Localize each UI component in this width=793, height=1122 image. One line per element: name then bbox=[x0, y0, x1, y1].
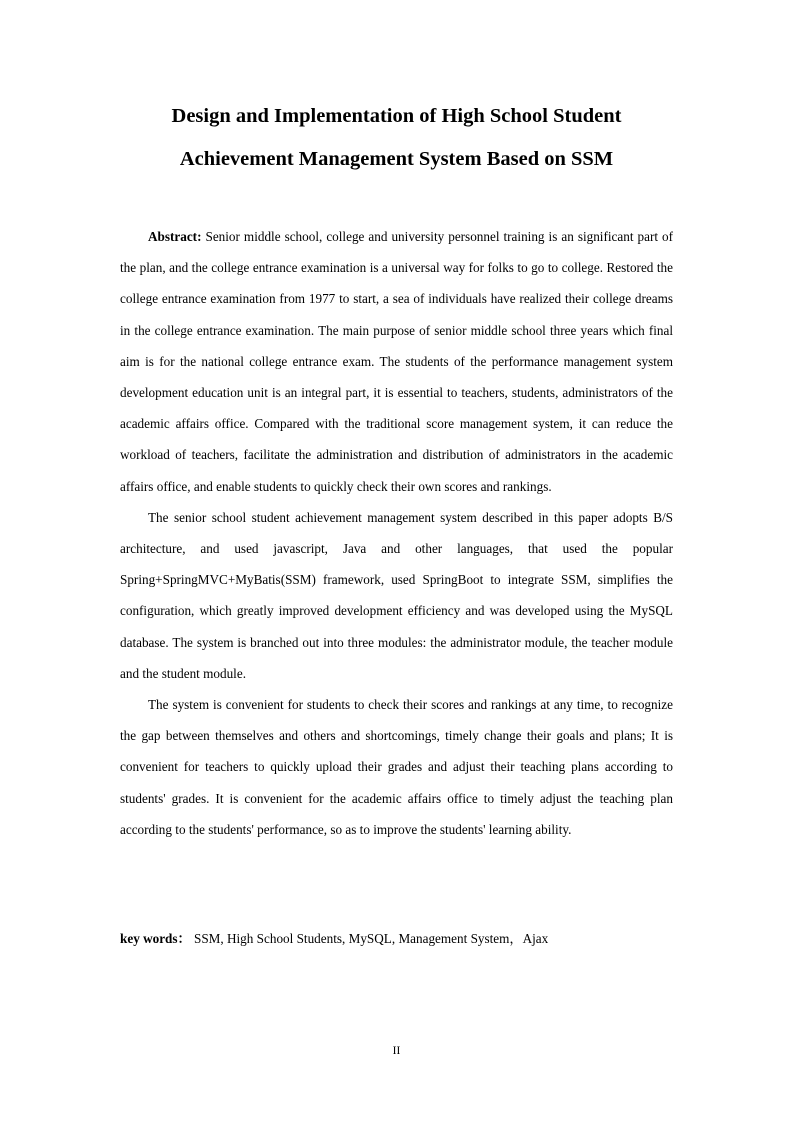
abstract-paragraph-2: The senior school student achievement management system described in this paper adopts B/S architecture, and used javascript, Java and other languages, that used the popular Spring+SpringMVC+MyBatis(SSM) framework, used SpringBoot to integrate SSM, simplifies the configuration, which greatly improved development efficiency and was developed using the MySQL database. The system is branched out into three modules: the administrator module, the teacher module and the student module. bbox=[120, 509, 673, 681]
abstract-label: Abstract: bbox=[148, 229, 206, 244]
keywords-label: key words： bbox=[120, 931, 191, 946]
abstract-paragraph-1-text: Senior middle school, college and university personnel training is an significant part of the plan, and the college entrance examination is a universal way for folks to go to college. Restored the college entrance examination from 1977 to start, a sea of individuals have realized their college dreams in the college entrance examination. The main purpose of senior middle school three years which final aim is for the national college entrance exam. The students of the performance management system development education unit is an integral part, it is essential to teachers, students, administrators of the academic affairs office. Compared with the traditional score management system, it can reduce the workload of teachers, facilitate the administration and distribution of administrators in the academic affairs office, and enable students to quickly check their own scores and rankings. bbox=[120, 229, 673, 494]
keywords-line bbox=[120, 925, 673, 953]
abstract-paragraph-3: The system is convenient for students to check their scores and rankings at any time, to recognize the gap between themselves and others and shortcomings, timely change their goals and plans; It is convenient for teachers to quickly upload their grades and adjust their teaching plans according to students' grades. It is convenient for the academic affairs office to timely adjust the teaching plan according to the students' performance, so as to improve the students' learning ability. bbox=[120, 697, 673, 837]
title-line-2: Achievement Management System Based on SSM bbox=[179, 148, 614, 170]
abstract-section bbox=[120, 221, 673, 845]
abstract-paragraph-1 bbox=[120, 221, 673, 502]
title-line-1: Design and Implementation of High School Student bbox=[171, 105, 622, 127]
keywords-value: SSM, High School Students, MySQL, Management System，Ajax bbox=[190, 931, 549, 946]
page-number: II bbox=[392, 1045, 401, 1057]
